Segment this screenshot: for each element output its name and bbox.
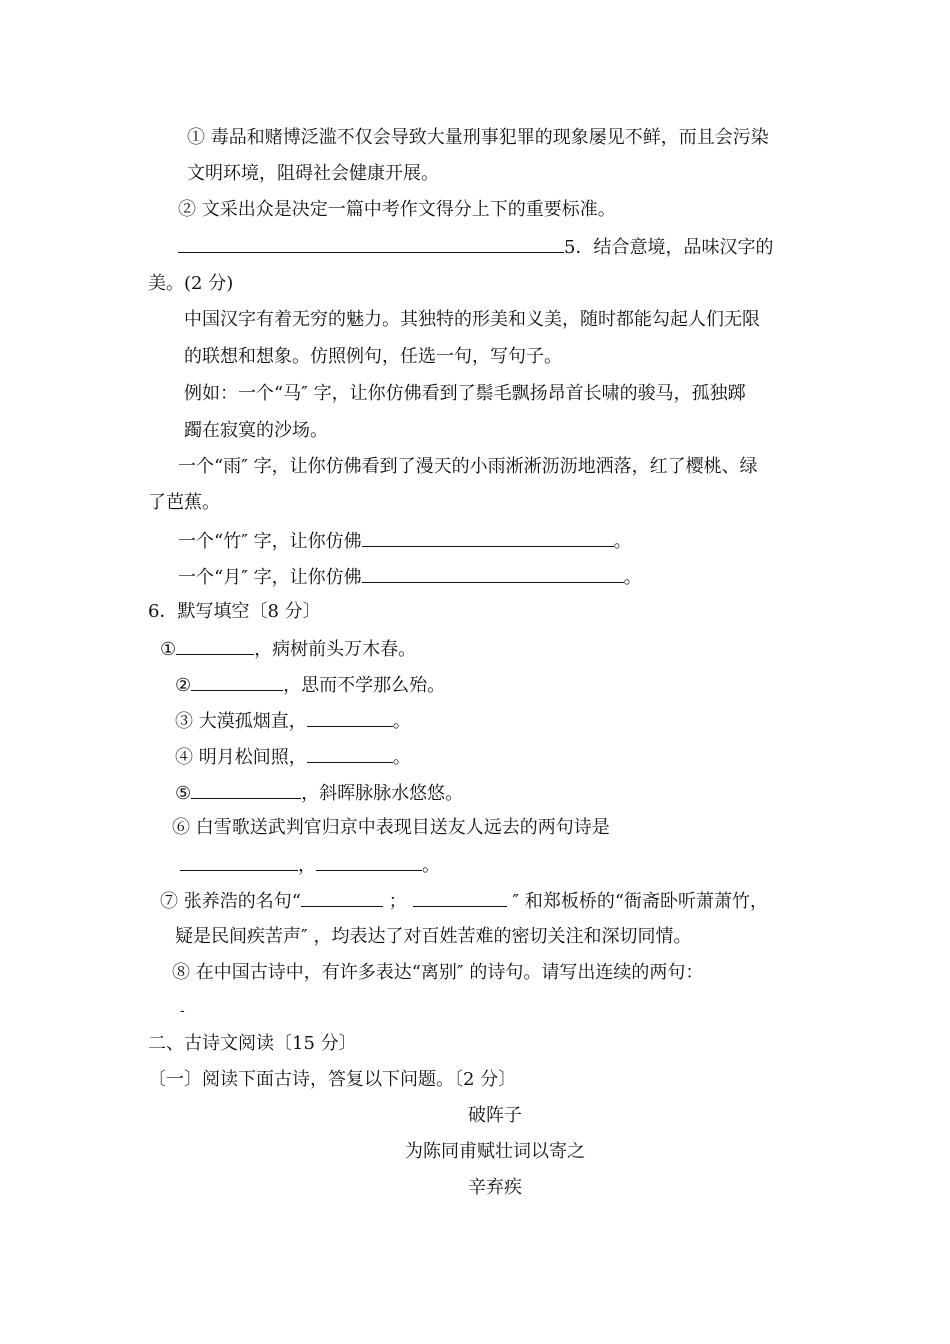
q6-item1-num: ① (160, 639, 177, 660)
q6-item6-blank2[interactable] (316, 852, 422, 871)
q5-rain-line1: 一个“雨″ 字，让你仿佛看到了漫天的小雨淅淅沥沥地洒落，红了樱桃、绿 (178, 456, 758, 477)
q4-answer-blank[interactable] (178, 234, 564, 253)
q5-example-line1: 例如：一个“马″ 字，让你仿佛看到了鬃毛飘扬昂首长啸的骏马，孤独踯 (184, 383, 746, 404)
q4-item1-line1: ① 毒品和赌博泛滥不仅会导致大量刑事犯罪的现象屡见不鲜，而且会污染 (187, 127, 769, 148)
q5-title-cont: 美。(2 分) (148, 273, 234, 294)
q5-moon-period: 。 (623, 567, 642, 588)
q5-example-line2: 躅在寂寞的沙场。 (184, 420, 328, 441)
q5-title: 5．结合意境，品味汉字的 (564, 237, 774, 258)
q5-intro-line1: 中国汉字有着无穷的魅力。其独特的形美和义美，随时都能勾起人们无限 (184, 309, 760, 330)
q6-title: 6．默写填空〔8 分〕 (148, 601, 321, 622)
q5-rain-line2: 了芭蕉。 (148, 492, 220, 513)
q6-item3-period: 。 (392, 711, 411, 732)
poem-author: 辛弃疾 (468, 1177, 522, 1198)
q6-item7-sep: ； (382, 891, 407, 912)
q6-item7-line1 (160, 888, 768, 914)
q4-item1-line2: 文明环境，阻碍社会健康开展。 (187, 163, 439, 184)
q6-item3-text: ③ 大漠孤烟直， (175, 711, 307, 732)
q6-item7-line2: 疑是民间疾苦声″ ，均表达了对百姓苦难的密切关注和深切同情。 (175, 926, 692, 947)
q5-bamboo-row (178, 528, 632, 554)
q6-item1-text: ，病树前头万木春。 (254, 639, 417, 660)
q5-bamboo-prefix: 一个“竹″ 字，让你仿佛 (178, 531, 362, 552)
q6-item2 (175, 672, 445, 698)
q6-item8-line1: ⑧ 在中国古诗中，有许多表达“离别″ 的诗句。请写出连续的两句： (172, 962, 704, 983)
q6-item8-dash: - (180, 1003, 185, 1019)
q6-item5-num: ⑤ (175, 783, 192, 804)
q6-item1 (160, 636, 416, 662)
poem-subtitle: 为陈同甫赋壮词以寄之 (405, 1141, 585, 1162)
q6-item5-text: ，斜晖脉脉水悠悠。 (301, 783, 464, 804)
q6-item6-line1: ⑥ 白雪歌送武判官归京中表现目送友人远去的两句诗是 (172, 817, 610, 838)
q6-item6-blank1[interactable] (180, 852, 298, 871)
q4-answer-row (178, 234, 773, 260)
q6-item6-comma: ， (298, 855, 316, 876)
q5-intro-line2: 的联想和想象。仿照例句，任选一句，写句子。 (184, 346, 562, 367)
q6-item4-text: ④ 明月松间照， (175, 747, 307, 768)
q6-item6-period: 。 (422, 855, 440, 876)
q6-item3-blank[interactable] (307, 708, 393, 727)
q6-item7-blank2[interactable] (413, 888, 507, 907)
q6-item7-mid: ″ 和郑板桥的“衙斋卧听萧萧竹， (506, 891, 769, 912)
q5-moon-row (178, 564, 642, 590)
poem-title: 破阵子 (468, 1105, 522, 1126)
q6-item7-blank1[interactable] (301, 888, 383, 907)
section2-sub1: 〔一〕阅读下面古诗，答复以下问题。〔2 分〕 (148, 1069, 517, 1090)
q6-item2-blank[interactable] (191, 672, 283, 691)
q6-item4 (175, 744, 411, 770)
q6-item5 (175, 780, 463, 806)
q6-item7-prefix: ⑦ 张养浩的名句“ (160, 891, 301, 912)
q6-item4-blank[interactable] (307, 744, 393, 763)
q5-moon-blank[interactable] (362, 564, 624, 583)
q6-item4-period: 。 (392, 747, 411, 768)
q6-item3 (175, 708, 411, 734)
q6-item5-blank[interactable] (191, 780, 301, 799)
q6-item6-answers (180, 852, 440, 878)
q4-item2: ② 文采出众是决定一篇中考作文得分上下的重要标准。 (178, 199, 616, 220)
q6-item2-num: ② (175, 675, 192, 696)
q5-bamboo-period: 。 (613, 531, 632, 552)
q5-moon-prefix: 一个“月″ 字，让你仿佛 (178, 567, 362, 588)
q6-item1-blank[interactable] (176, 636, 254, 655)
q6-item2-text: ，思而不学那么殆。 (283, 675, 446, 696)
q5-bamboo-blank[interactable] (362, 528, 614, 547)
section2-title: 二、古诗文阅读〔15 分〕 (148, 1033, 357, 1054)
